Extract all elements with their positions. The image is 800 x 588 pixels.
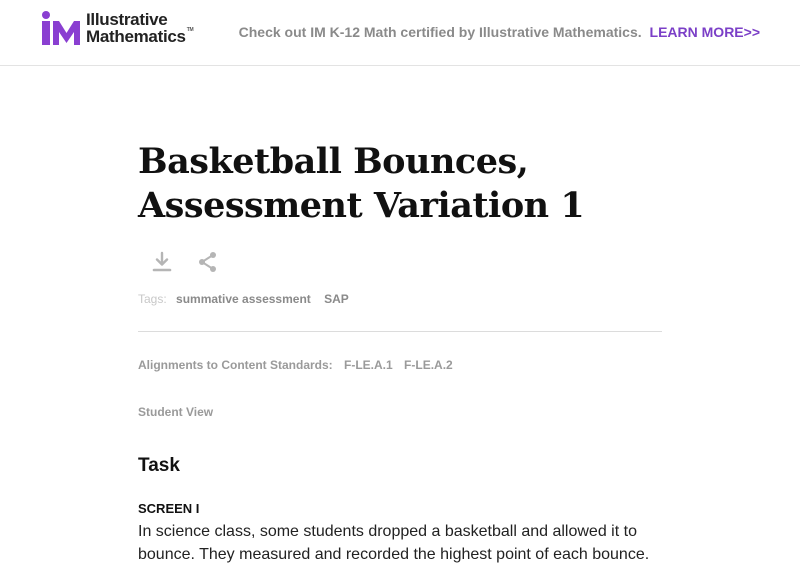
share-icon[interactable] xyxy=(196,250,220,274)
im-logo-icon xyxy=(40,11,80,45)
logo-line1: Illustrative xyxy=(86,10,168,29)
tags-row xyxy=(138,292,349,306)
title-line1: Basketball Bounces, xyxy=(138,141,529,182)
alignments-row xyxy=(138,358,453,372)
task-heading: Task xyxy=(138,455,180,476)
alignments-label: Alignments to Content Standards: xyxy=(138,358,333,372)
learn-more-link[interactable]: LEARN MORE>> xyxy=(649,24,760,40)
site-header xyxy=(0,0,800,66)
promo-text: Check out IM K-12 Math certified by Illustrative Mathematics. xyxy=(238,24,642,40)
title-line2: Assessment Variation 1 xyxy=(138,185,585,226)
divider xyxy=(138,331,662,332)
standard-link[interactable]: F-LE.A.1 xyxy=(344,358,393,372)
promo-banner xyxy=(239,24,760,40)
screen-label: SCREEN I xyxy=(138,501,200,516)
tags-label: Tags: xyxy=(138,292,167,306)
standard-link[interactable]: F-LE.A.2 xyxy=(404,358,453,372)
trademark: TM xyxy=(186,27,194,34)
tag-link[interactable]: summative assessment xyxy=(176,292,311,306)
logo[interactable] xyxy=(40,11,193,46)
task-text: In science class, some students dropped a basketball and allowed it to bounce. They measured and recorded the highest point of each bounce. xyxy=(138,523,650,563)
logo-wordmark xyxy=(86,11,193,46)
logo-line2: Mathematics xyxy=(86,27,186,47)
download-icon[interactable] xyxy=(150,250,174,274)
student-view-link[interactable]: Student View xyxy=(138,405,214,419)
action-bar xyxy=(150,250,220,274)
tag-link[interactable]: SAP xyxy=(324,292,349,306)
page-title xyxy=(138,140,698,228)
